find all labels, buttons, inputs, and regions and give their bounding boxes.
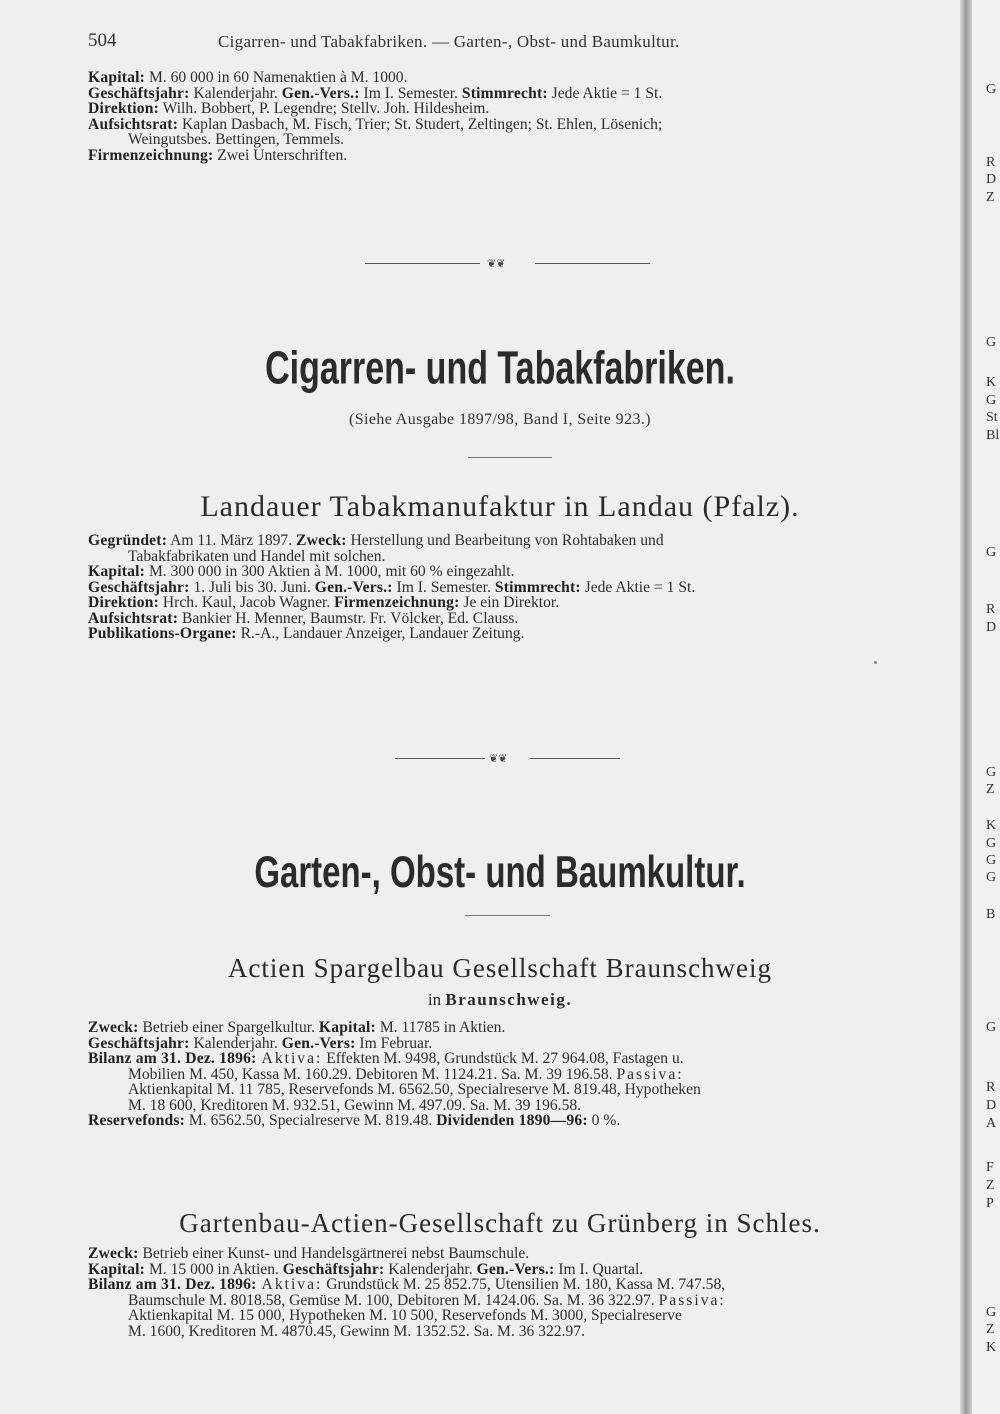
subtitle-prefix: in [427,990,442,1009]
field-label: Zweck: [296,532,347,549]
adjacent-page-fragment: G [986,335,997,350]
field-label: Stimmrecht: [494,578,581,596]
field-label: Zweck: [88,1245,139,1262]
adjacent-page-fragment: G [986,545,997,560]
field-value: Im Februar. [355,1034,433,1052]
field-label: Bilanz am 31. Dez. 1896: [88,1276,257,1293]
field-value: M. 1600, Kreditoren M. 4870.45, Gewinn M. 1352.52. Sa. M. 36 322.97. [128,1322,585,1340]
ornament-icon: ❦❦ [487,257,506,270]
company-landau-text [88,533,938,642]
adjacent-page-fragment: Bl [986,428,1000,443]
text-line [88,1098,938,1114]
text-line [88,611,938,627]
field-value: Kalenderjahr. [189,84,282,102]
field-label: Kapital: [88,563,146,580]
field-value: 0 %. [587,1112,621,1129]
section-note: (Siehe Ausgabe 1897/98, Band I, Seite 923.) [348,411,652,428]
field-value: Bankier H. Menner, Baumstr. Fr. Völcker, Ed. Clauss. [178,609,519,627]
field-label: Gegründet: [88,532,168,549]
field-value: Baumschule M. 8018.58, Gemüse M. 100, Debitoren M. 1424.06. Sa. M. 36 322.97. [128,1291,659,1309]
text-line [88,1293,938,1309]
adjacent-page-fragment: R [986,155,996,170]
adjacent-page-fragment: D [986,172,997,187]
adjacent-page-fragment: G [986,1305,997,1320]
balance-side-label: Passiva: [658,1291,726,1309]
company-gruenberg-text [88,1246,938,1339]
text-line [88,1113,938,1129]
field-label: Aufsichtsrat: [88,115,179,133]
field-value: Je ein Direktor. [459,594,560,611]
adjacent-page-fragment: G [986,1020,997,1035]
field-value: M. 6562.50, Specialreserve M. 819.48. [185,1112,437,1129]
field-value: Grundstück M. 25 852.75, Utensilien M. 180, Kassa M. 747.58, [322,1276,726,1293]
book-gutter [960,0,972,1414]
field-value: Betrieb einer Spargelkultur. [138,1019,319,1036]
field-label: Direktion: [88,100,160,117]
adjacent-page-fragment: G [986,870,997,885]
adjacent-page-fragment: K [986,818,997,833]
adjacent-page-fragment: G [986,393,997,408]
field-value: Wilh. Bobbert, P. Legendre; Stellv. Joh. Hildesheim. [159,100,490,117]
company-title-landau: Landauer Tabakmanufaktur in Landau (Pfalz). [200,490,800,523]
balance-side-label: Aktiva: [256,1050,323,1067]
adjacent-page-fragment: D [986,620,997,635]
adjacent-page-fragment: Z [986,1178,995,1193]
text-line [88,1277,938,1293]
field-label: Direktion: [88,594,160,611]
text-line [88,1308,938,1324]
field-label: Bilanz am 31. Dez. 1896: [88,1050,257,1067]
adjacent-page-fragment: Z [986,1322,995,1337]
adjacent-page-fragment: G [986,765,997,780]
field-value: Hrch. Kaul, Jacob Wagner. [159,594,335,611]
field-value: Aktienkapital M. 15 000, Hypotheken M. 10 500, Reservefonds M. 3000, Specialreserve [128,1307,682,1324]
company-title-gruenberg: Gartenbau-Actien-Gesellschaft zu Grünberg in Schles. [179,1208,821,1238]
field-label: Geschäftsjahr: [88,84,190,102]
adjacent-page-fragment: G [986,82,997,97]
field-value: 1. Juli bis 30. Juni. [189,578,315,596]
field-value: Herstellung und Bearbeitung von Rohtabaken und [346,532,664,549]
adjacent-page-fragment: B [986,907,996,922]
field-value: Kaplan Dasbach, M. Fisch, Trier; St. Studert, Zeltingen; St. Ehlen, Lösenich; [178,115,663,133]
field-label: Geschäftsjahr: [282,1260,385,1278]
field-label: Dividenden 1890—96: [436,1112,588,1129]
field-label: Firmenzeichnung: [334,594,460,611]
text-line [88,549,938,565]
adjacent-page-fragment: A [986,1116,997,1131]
text-line [88,1262,938,1278]
field-label: Geschäftsjahr: [88,1034,190,1052]
text-line [88,1067,938,1083]
adjacent-page-fragment: Z [986,190,995,205]
field-value: Tabakfabrikaten und Handel mit solchen. [128,547,386,565]
text-line [88,1020,938,1036]
field-value: Betrieb einer Kunst- und Handelsgärtnerei nebst Baumschule. [138,1245,530,1262]
company-subtitle-spargelbau [0,990,1000,1010]
field-value: M. 300 000 in 300 Aktien à M. 1000, mit 60 % eingezahlt. [145,563,515,580]
field-value: R.-A., Landauer Anzeiger, Landauer Zeitung. [236,625,525,642]
text-line [88,117,938,133]
field-label: Gen.-Vers.: [476,1260,555,1278]
ornament-divider [365,258,655,270]
field-label: Gen.-Vers.: [314,578,393,596]
text-line [88,1246,938,1262]
balance-side-label: Aktiva: [256,1276,323,1293]
text-line [88,595,938,611]
text-line [88,626,938,642]
field-value: Mobilien M. 450, Kassa M. 160.29. Debitoren M. 1124.21. Sa. M. 39 196.58. [128,1065,617,1083]
text-line [88,70,938,86]
adjacent-page-fragment: R [986,1080,996,1095]
field-value: M. 60 000 in 60 Namenaktien à M. 1000. [145,69,408,86]
text-line [88,101,938,117]
field-value: Kalenderjahr. [189,1034,282,1052]
field-label: Publikations-Organe: [88,625,237,642]
field-value: Jede Aktie = 1 St. [547,84,663,102]
text-line [88,1324,938,1340]
field-value: Kalenderjahr. [384,1260,477,1278]
text-line [88,1082,938,1098]
print-speck [874,661,877,664]
adjacent-page-fragment: P [986,1196,994,1211]
adjacent-page-fragment: F [986,1160,994,1175]
field-value: M. 11785 in Aktien. [375,1019,506,1036]
adjacent-page-edge [972,0,1000,1414]
adjacent-page-fragment: G [986,836,997,851]
field-label: Kapital: [318,1019,376,1036]
running-head-title: Cigarren- und Tabakfabriken. — Garten-, Obst- und Baumkultur. [218,32,680,51]
balance-side-label: Passiva: [616,1065,684,1083]
field-value: M. 18 600, Kreditoren M. 932.51, Gewinn M. 497.09. Sa. M. 39 196.58. [128,1096,582,1114]
company-spargelbau-text [88,1020,938,1129]
field-value: Zwei Unterschriften. [213,146,348,164]
company-title-spargelbau: Actien Spargelbau Gesellschaft Braunschweig [227,953,773,983]
text-line [88,132,938,148]
text-line [88,148,938,164]
running-head [88,30,938,56]
field-label: Gen.-Vers.: [281,84,360,102]
field-value: Weingutsbes. Bettingen, Temmels. [128,131,345,148]
field-label: Kapital: [88,1260,146,1278]
section-title-garden: Garten-, Obst- und Baumkultur. [254,846,746,897]
field-value: Im I. Quartal. [554,1260,644,1278]
text-line [88,1036,938,1052]
field-label: Reservefonds: [88,1112,186,1129]
field-label: Geschäftsjahr: [88,578,190,596]
adjacent-page-fragment: D [986,1098,997,1113]
field-label: Kapital: [88,69,146,86]
adjacent-page-fragment: K [986,375,997,390]
adjacent-page-fragment: R [986,602,996,617]
text-line [88,533,938,549]
field-value: Am 11. März 1897. [167,532,297,549]
adjacent-page-fragment: St [986,410,998,425]
text-line [88,86,938,102]
adjacent-page-fragment: K [986,1340,997,1355]
text-line [88,564,938,580]
field-label: Firmenzeichnung: [88,146,214,164]
adjacent-page-fragment: G [986,853,997,868]
text-line [88,580,938,596]
field-value: Jede Aktie = 1 St. [580,578,696,596]
text-line [88,1051,938,1067]
field-label: Aufsichtsrat: [88,609,179,627]
top-entry-text [88,70,938,163]
field-label: Zweck: [88,1019,139,1036]
adjacent-page-fragment: Z [986,782,995,797]
page-number: 504 [88,30,117,51]
field-value: Im I. Semester. [392,578,495,596]
field-label: Stimmrecht: [461,84,548,102]
field-value: Im I. Semester. [359,84,462,102]
ornament-divider [395,753,620,765]
short-divider [465,915,550,916]
ornament-icon: ❦❦ [489,752,508,765]
section-title-tobacco: Cigarren- und Tabakfabriken. [265,343,735,395]
field-value: Aktienkapital M. 11 785, Reservefonds M. 6562.50, Specialreserve M. 819.48, Hypotheken [128,1081,701,1098]
field-value: M. 15 000 in Aktien. [145,1260,283,1278]
field-label: Gen.-Vers: [281,1034,356,1052]
field-value: Effekten M. 9498, Grundstück M. 27 964.08, Fastagen u. [322,1050,684,1067]
subtitle-city: Braunschweig. [445,990,573,1009]
short-divider [468,457,552,458]
